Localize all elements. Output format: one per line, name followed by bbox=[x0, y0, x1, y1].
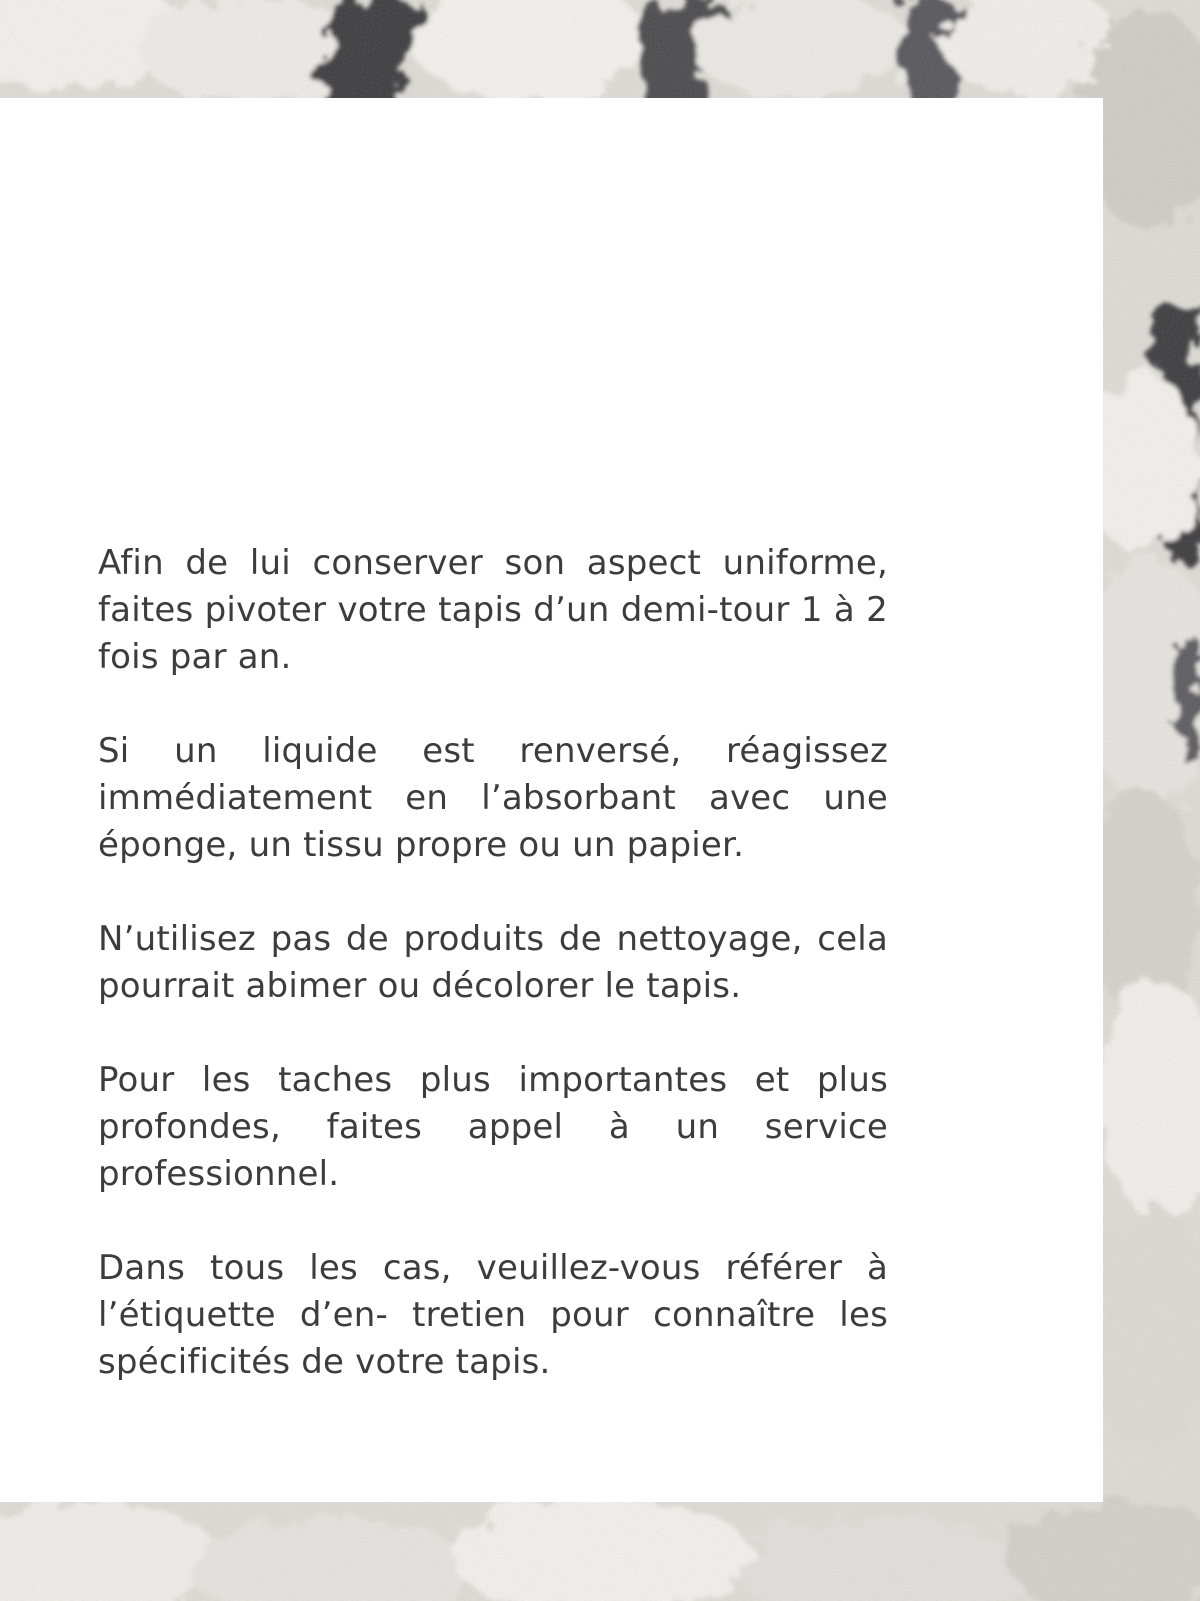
paragraph-professional-service: Pour les taches plus importantes et plus profondes, faites appel à un service professionnel. bbox=[98, 1060, 888, 1194]
paragraph-spills: Si un liquide est renversé, réagissez immédiatement en l’absorbant avec une éponge, un tissu propre ou un papier. bbox=[98, 731, 888, 865]
paragraph-cleaning-products: N’utilisez pas de produits de nettoyage, cela pourrait abimer ou décolorer le tapis. bbox=[98, 919, 888, 1006]
paragraph-care-label: Dans tous les cas, veuillez-vous référer à l’étiquette d’en- tretien pour connaître les spécificités de votre tapis. bbox=[98, 1248, 888, 1382]
paragraph-rotation: Afin de lui conserver son aspect uniforme, faites pivoter votre tapis d’un demi-tour 1 à 2 fois par an. bbox=[98, 543, 888, 677]
care-instructions bbox=[98, 540, 888, 1386]
